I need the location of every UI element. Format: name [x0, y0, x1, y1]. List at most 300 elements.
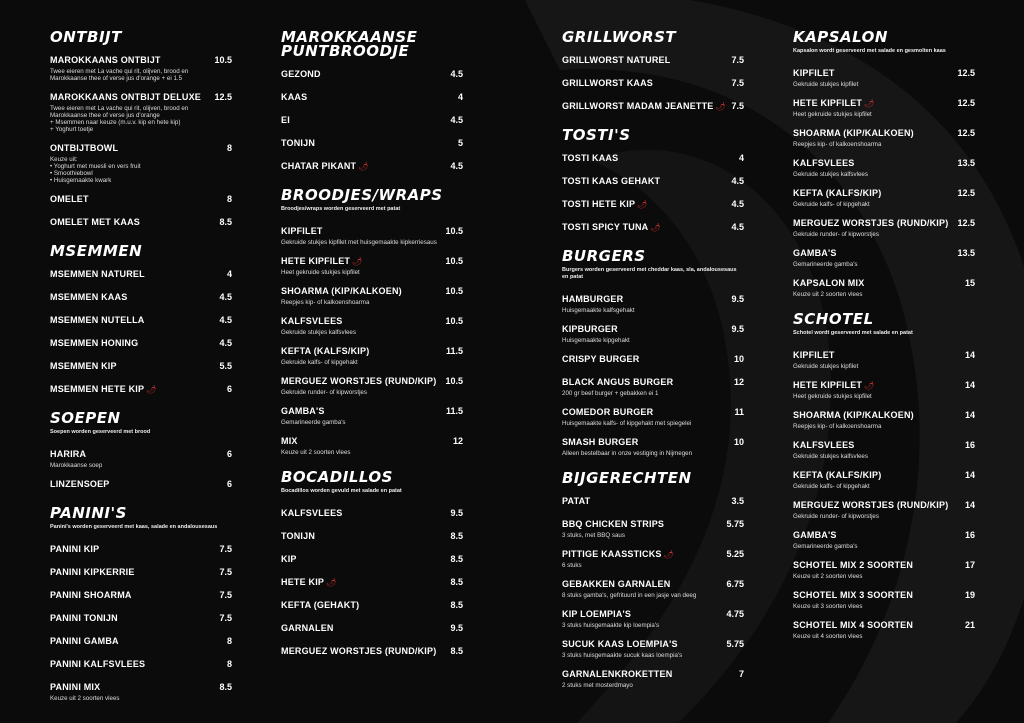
menu-item-name-wrap — [281, 618, 334, 636]
menu-item-price: 10.5 — [214, 55, 232, 65]
menu-item-name-wrap — [281, 281, 402, 299]
menu-item-price: 10 — [733, 354, 744, 364]
menu-item-name-wrap — [281, 251, 362, 269]
menu-item-row — [281, 87, 463, 105]
section-title: SOEPEN — [50, 409, 121, 427]
menu-item-description: Huisgemaakte kalfsgehakt — [562, 307, 635, 314]
menu-item — [281, 87, 463, 105]
menu-item-name-wrap — [562, 349, 639, 367]
menu-item-name-wrap — [793, 243, 837, 261]
menu-item-name: OMELET — [50, 194, 89, 204]
menu-item-name-wrap — [793, 153, 855, 171]
menu-item-name: SCHOTEL MIX 3 SOORTEN — [793, 590, 914, 600]
menu-item — [281, 431, 463, 456]
chili-pepper-icon: 🌶 — [864, 99, 875, 108]
menu-item — [50, 379, 232, 397]
menu-item — [281, 549, 463, 567]
menu-item-price: 12 — [452, 436, 463, 446]
menu-item-description: Gekruide runder- of kipworstjes — [793, 513, 879, 520]
menu-item-name-wrap — [562, 319, 618, 337]
menu-item — [281, 503, 463, 521]
menu-item-name-wrap — [281, 341, 369, 359]
menu-item-name: BBQ CHICKEN STRIPS — [562, 519, 665, 529]
menu-item-price: 6 — [226, 479, 232, 489]
menu-item — [562, 604, 744, 629]
menu-item-name-wrap — [281, 87, 307, 105]
menu-item — [50, 333, 232, 351]
menu-item-name: EI — [281, 115, 290, 125]
menu-item-price: 4 — [738, 153, 744, 163]
menu-item-name-wrap — [562, 148, 618, 166]
menu-item — [50, 189, 232, 207]
menu-item-price: 8.5 — [450, 600, 463, 610]
menu-item-name-wrap — [281, 133, 315, 151]
section-subtitle: Burgers worden geserveerd met cheddar kaas, sla, andalousesaus en patat — [562, 267, 737, 280]
menu-item-price: 14 — [964, 380, 975, 390]
menu-item-row — [281, 572, 463, 590]
menu-item-price: 8.5 — [450, 554, 463, 564]
section-title: MSEMMEN — [50, 242, 143, 260]
menu-item — [50, 654, 232, 672]
menu-item-price: 4.5 — [219, 338, 232, 348]
section-grillworst — [562, 30, 744, 114]
menu-item-name: KALFSVLEES — [793, 158, 855, 168]
menu-item-name: ONTBIJTBOWL — [50, 143, 119, 153]
menu-item-row — [793, 435, 975, 453]
menu-item-name: KALFSVLEES — [281, 508, 343, 518]
menu-item-name-wrap — [793, 345, 835, 363]
menu-item-price: 3.5 — [731, 496, 744, 506]
menu-item-row — [793, 405, 975, 423]
menu-item-name: PANINI GAMBA — [50, 636, 119, 646]
menu-item — [50, 585, 232, 603]
menu-item-price: 5 — [457, 138, 463, 148]
menu-item-name: KIP — [281, 554, 297, 564]
menu-item-price: 7.5 — [219, 590, 232, 600]
menu-item-row — [562, 148, 744, 166]
menu-item-price: 5.25 — [726, 549, 744, 559]
menu-item-name-wrap — [50, 333, 138, 351]
section-subtitle: Bocadillos worden gevuld met salade en patat — [281, 488, 402, 494]
menu-item-name: KEFTA (KALFS/KIP) — [793, 188, 882, 198]
menu-item-row — [281, 595, 463, 613]
menu-item-name: SMASH BURGER — [562, 437, 639, 447]
menu-item-row — [281, 110, 463, 128]
menu-item-price: 12.5 — [214, 92, 232, 102]
menu-item — [793, 63, 975, 88]
menu-item-name: SHOARMA (KIP/KALKOEN) — [793, 410, 914, 420]
menu-item-price: 5.5 — [219, 361, 232, 371]
menu-item-name: GRILLWORST KAAS — [562, 78, 653, 88]
menu-item-row — [50, 310, 232, 328]
menu-item-row — [50, 212, 232, 230]
menu-item-price: 4.5 — [731, 222, 744, 232]
menu-item-name-wrap — [50, 189, 89, 207]
menu-item-name: SUCUK KAAS LOEMPIA'S — [562, 639, 678, 649]
menu-item-row — [50, 608, 232, 626]
section-broodjes-wraps — [281, 188, 463, 456]
menu-column — [562, 30, 744, 703]
chili-pepper-icon: 🌶 — [146, 385, 157, 394]
menu-item-price: 4.5 — [450, 115, 463, 125]
menu-item-description: Gemarineerde gamba's — [793, 543, 858, 550]
section-title: GRILLWORST — [562, 28, 677, 46]
menu-item-name-wrap — [50, 379, 156, 397]
menu-item — [562, 544, 744, 569]
section-subtitle: Soepen worden geserveerd met brood — [50, 429, 151, 435]
menu-item-description: Huisgemaakte kipgehakt — [562, 337, 630, 344]
menu-item-name: KIP LOEMPIA'S — [562, 609, 632, 619]
menu-column — [50, 30, 232, 716]
menu-item-name-wrap — [793, 465, 881, 483]
menu-item-name: KEFTA (KALFS/KIP) — [281, 346, 370, 356]
menu-item-name: GARNALENKROKETTEN — [562, 669, 673, 679]
menu-item-name-wrap — [281, 156, 368, 174]
menu-item-name: MIX — [281, 436, 298, 446]
menu-item-name: MERGUEZ WORSTJES (RUND/KIP) — [793, 218, 949, 228]
menu-item-row — [50, 50, 232, 68]
menu-item-name: GRILLWORST MADAM JEANETTE — [562, 101, 714, 111]
menu-item-name: PANINI SHOARMA — [50, 590, 132, 600]
menu-item — [793, 345, 975, 370]
menu-item — [50, 87, 232, 133]
menu-item-name-wrap — [50, 608, 118, 626]
menu-item-description: Gekruide kalfs- of kipgehakt — [281, 359, 358, 366]
menu-item-name: TONIJN — [281, 531, 316, 541]
menu-item-price: 10.5 — [445, 376, 463, 386]
menu-item-name: GEZOND — [281, 69, 321, 79]
chili-pepper-icon: 🌶 — [663, 550, 674, 559]
menu-item-name: KALFSVLEES — [793, 440, 855, 450]
menu-item-name-wrap — [50, 87, 201, 105]
menu-item-row — [793, 345, 975, 363]
menu-item — [793, 93, 975, 118]
menu-item-name-wrap — [562, 664, 672, 682]
menu-item-description: Gekruide kalfs- of kipgehakt — [793, 483, 870, 490]
menu-item-price: 16 — [964, 440, 975, 450]
menu-item — [793, 405, 975, 430]
menu-item-price: 12.5 — [957, 128, 975, 138]
menu-item-name: CRISPY BURGER — [562, 354, 640, 364]
menu-item-name: COMEDOR BURGER — [562, 407, 654, 417]
menu-item — [562, 634, 744, 659]
menu-item-name-wrap — [793, 615, 913, 633]
menu-item-price: 9.5 — [450, 623, 463, 633]
menu-item-name: PANINI TONIJN — [50, 613, 118, 623]
menu-item-name: TOSTI KAAS GEHAKT — [562, 176, 661, 186]
menu-item-name: LINZENSOEP — [50, 479, 110, 489]
menu-item-row — [50, 189, 232, 207]
menu-item-row — [562, 491, 744, 509]
menu-item-row — [50, 287, 232, 305]
menu-item-price: 8.5 — [450, 577, 463, 587]
menu-item-row — [793, 585, 975, 603]
menu-item-name-wrap — [793, 555, 913, 573]
menu-item-row — [793, 465, 975, 483]
menu-item-row — [562, 574, 744, 592]
menu-item — [793, 555, 975, 580]
menu-item — [562, 349, 744, 367]
menu-item-description: Gekruide runder- of kipworstjes — [281, 389, 367, 396]
menu-item-name: BLACK ANGUS BURGER — [562, 377, 674, 387]
menu-item — [281, 221, 463, 246]
menu-item-description: • Smoothiebowl — [50, 170, 93, 177]
section-burgers — [562, 249, 744, 457]
menu-item-name: HARIRA — [50, 449, 87, 459]
menu-item — [281, 341, 463, 366]
menu-item-row — [50, 539, 232, 557]
menu-item — [50, 474, 232, 492]
menu-item-row — [281, 641, 463, 659]
menu-item-description: 3 stuks huisgemaakte sucuk kaas loempia's — [562, 652, 683, 659]
menu-item — [793, 585, 975, 610]
menu-item — [793, 435, 975, 460]
menu-item — [50, 562, 232, 580]
menu-item-description: Gekruide stukjes kipfilet met huisgemaakte kipkerriesaus — [281, 239, 437, 246]
menu-item-row — [50, 631, 232, 649]
section-soepen — [50, 411, 232, 492]
menu-item-row — [562, 604, 744, 622]
menu-item-description: + Msemmen naar keuze (m.u.v. kip en hete kip) — [50, 119, 181, 126]
menu-item — [562, 73, 744, 91]
menu-item-price: 4.5 — [731, 176, 744, 186]
menu-item-name: HETE KIP — [281, 577, 325, 587]
menu-item-description: Alleen bestelbaar in onze vestiging in Nijmegen — [562, 450, 693, 457]
menu-item — [281, 156, 463, 174]
menu-item-name: KALFSVLEES — [281, 316, 343, 326]
menu-item-name: MERGUEZ WORSTJES (RUND/KIP) — [793, 500, 949, 510]
chili-pepper-icon: 🌶 — [358, 162, 369, 171]
menu-item-name: PITTIGE KAASSTICKS — [562, 549, 662, 559]
menu-item — [562, 402, 744, 427]
menu-item-row — [793, 495, 975, 513]
menu-item-price: 11.5 — [445, 346, 463, 356]
menu-item-row — [281, 401, 463, 419]
menu-item-price: 19 — [964, 590, 975, 600]
menu-item-description: 3 stuks huisgemaakte kip loempia's — [562, 622, 660, 629]
menu-item-price: 4.5 — [450, 161, 463, 171]
menu-item-name-wrap — [50, 562, 135, 580]
menu-item-row — [562, 664, 744, 682]
section-title: BURGERS — [562, 247, 646, 265]
menu-item-name-wrap — [562, 50, 670, 68]
menu-item-price: 15 — [964, 278, 975, 288]
menu-item-row — [50, 138, 232, 156]
section-title: ONTBIJT — [50, 28, 122, 46]
menu-item-row — [281, 549, 463, 567]
menu-item-name: KAAS — [281, 92, 308, 102]
menu-item-row — [281, 371, 463, 389]
section-title: PANINI'S — [50, 504, 127, 522]
menu-item-name: PANINI MIX — [50, 682, 101, 692]
menu-item-price: 8 — [226, 194, 232, 204]
section-tosti-s — [562, 128, 744, 235]
menu-item-row — [562, 634, 744, 652]
menu-item-name: TOSTI SPICY TUNA — [562, 222, 649, 232]
menu-item — [793, 375, 975, 400]
menu-item-row — [562, 432, 744, 450]
menu-item-description: Gekruide kalfs- of kipgehakt — [793, 201, 870, 208]
menu-item-row — [793, 555, 975, 573]
menu-item — [793, 525, 975, 550]
menu-item — [50, 212, 232, 230]
menu-item-row — [281, 311, 463, 329]
menu-item-row — [793, 375, 975, 393]
menu-item-name-wrap — [562, 514, 664, 532]
menu-item-row — [281, 503, 463, 521]
menu-item-row — [562, 194, 744, 212]
menu-item-name-wrap — [562, 574, 670, 592]
menu-item — [281, 595, 463, 613]
menu-item — [562, 372, 744, 397]
menu-item — [793, 183, 975, 208]
menu-item-description: Huisgemaakte kalfs- of kipgehakt met spiegelei — [562, 420, 692, 427]
menu-item-name-wrap — [793, 63, 835, 81]
menu-item — [50, 138, 232, 184]
menu-item-name-wrap — [562, 402, 653, 420]
menu-item-row — [50, 87, 232, 105]
menu-item-price: 4 — [457, 92, 463, 102]
menu-item-row — [50, 333, 232, 351]
menu-item-description: Twee eieren met La vache qui rit, olijven, brood en — [50, 68, 189, 75]
menu-item-row — [50, 654, 232, 672]
section-title: BROODJES/WRAPS — [281, 186, 443, 204]
menu-item-description: 200 gr beef burger + gebakken ei 1 — [562, 390, 659, 397]
section-subtitle: Panini's worden geserveerd met kaas, salade en andalousesaus — [50, 524, 218, 530]
menu-item-row — [50, 585, 232, 603]
menu-item-name-wrap — [281, 595, 359, 613]
menu-item-description: Marokkaanse soep — [50, 462, 103, 469]
menu-item-name: PANINI KIP — [50, 544, 100, 554]
section-kapsalon — [793, 30, 975, 298]
menu-item-price: 7.5 — [219, 613, 232, 623]
menu-item-name: SCHOTEL MIX 2 SOORTEN — [793, 560, 914, 570]
menu-item-name: SCHOTEL MIX 4 SOORTEN — [793, 620, 914, 630]
menu-item-row — [793, 93, 975, 111]
menu-item — [281, 64, 463, 82]
menu-item-price: 14 — [964, 410, 975, 420]
menu-item-description: Gemarineerde gamba's — [793, 261, 858, 268]
menu-item — [281, 526, 463, 544]
menu-item-name: GAMBA'S — [793, 248, 837, 258]
menu-item-name: HETE KIPFILET — [793, 98, 863, 108]
menu-item — [793, 465, 975, 490]
menu-item-row — [562, 50, 744, 68]
menu-item-description: Gekruide stukjes kalfsvlees — [281, 329, 356, 336]
menu-item-name: MSEMMEN NATUREL — [50, 269, 145, 279]
menu-item — [793, 273, 975, 298]
menu-item-row — [562, 402, 744, 420]
menu-item-description: Gekruide runder- of kipworstjes — [793, 231, 879, 238]
menu-item-name-wrap — [281, 641, 436, 659]
chili-pepper-icon: 🌶 — [352, 257, 363, 266]
menu-item-price: 9.5 — [731, 294, 744, 304]
menu-item — [281, 371, 463, 396]
menu-item-price: 12.5 — [957, 188, 975, 198]
menu-item-price: 7.5 — [731, 101, 744, 111]
menu-item-row — [281, 64, 463, 82]
menu-item-name: PANINI KALFSVLEES — [50, 659, 146, 669]
section-marokkaanse-puntbroodje — [281, 30, 463, 174]
menu-item-name: GARNALEN — [281, 623, 334, 633]
menu-item-row — [793, 213, 975, 231]
menu-item-name-wrap — [281, 371, 436, 389]
menu-item — [281, 133, 463, 151]
menu-item-row — [562, 73, 744, 91]
menu-item-name: MSEMMEN HETE KIP — [50, 384, 145, 394]
menu-item — [281, 572, 463, 590]
menu-item-name-wrap — [281, 503, 343, 521]
menu-item-price: 9.5 — [450, 508, 463, 518]
menu-item-name-wrap — [50, 138, 118, 156]
menu-item — [50, 608, 232, 626]
menu-item-name: KIPBURGER — [562, 324, 618, 334]
chili-pepper-icon: 🌶 — [637, 200, 648, 209]
menu-item-price: 7.5 — [731, 78, 744, 88]
menu-item — [50, 310, 232, 328]
menu-item-name-wrap — [562, 491, 590, 509]
menu-item-name-wrap — [793, 435, 855, 453]
menu-item-name-wrap — [50, 474, 110, 492]
menu-item-price: 10.5 — [445, 256, 463, 266]
menu-item-name-wrap — [562, 432, 638, 450]
menu-item-description: Gekruide stukjes kalfsvlees — [793, 171, 868, 178]
menu-item — [562, 194, 744, 212]
menu-item-name: MSEMMEN KAAS — [50, 292, 128, 302]
menu-item-row — [281, 221, 463, 239]
section-title: BIJGERECHTEN — [562, 469, 692, 487]
menu-item-row — [793, 183, 975, 201]
menu-item-price: 12.5 — [957, 98, 975, 108]
chili-pepper-icon: 🌶 — [650, 223, 661, 232]
menu-item-price: 7.5 — [219, 544, 232, 554]
menu-item-name: HETE KIPFILET — [793, 380, 863, 390]
menu-item-price: 7 — [738, 669, 744, 679]
section-title: KAPSALON — [793, 28, 888, 46]
menu-item-name: KIPFILET — [793, 68, 835, 78]
menu-item-name-wrap — [793, 123, 914, 141]
section-title: TOSTI'S — [562, 126, 631, 144]
menu-item-price: 8 — [226, 659, 232, 669]
menu-column — [793, 30, 975, 654]
menu-item — [50, 264, 232, 282]
menu-item-price: 8.5 — [219, 217, 232, 227]
menu-column — [281, 30, 463, 673]
menu-item-description: Keuze uit 2 soorten vlees — [281, 449, 351, 456]
menu-item-description: Keuze uit 3 soorten vlees — [793, 603, 863, 610]
menu-item-price: 13.5 — [957, 158, 975, 168]
menu-item — [793, 495, 975, 520]
menu-item-name-wrap — [793, 93, 874, 111]
menu-item-description: • Yoghurt met muesli en vers fruit — [50, 163, 141, 170]
menu-item-name: GAMBA'S — [793, 530, 837, 540]
menu-item-name-wrap — [562, 372, 673, 390]
menu-item-description: Gemarineerde gamba's — [281, 419, 346, 426]
menu-item-name-wrap — [793, 273, 864, 291]
menu-item-name-wrap — [281, 64, 321, 82]
menu-item-price: 10.5 — [445, 226, 463, 236]
menu-item-price: 6 — [226, 384, 232, 394]
menu-item-description: Keuze uit 2 soorten vlees — [793, 573, 863, 580]
menu-item-row — [50, 264, 232, 282]
menu-item-row — [793, 615, 975, 633]
menu-item-name-wrap — [50, 539, 99, 557]
menu-item-description: Reepjes kip- of kalkoenshoarma — [281, 299, 370, 306]
menu-item-name-wrap — [562, 96, 726, 114]
menu-item-price: 11 — [734, 407, 744, 417]
menu-item-price: 14 — [964, 350, 975, 360]
menu-item-price: 4.5 — [731, 199, 744, 209]
